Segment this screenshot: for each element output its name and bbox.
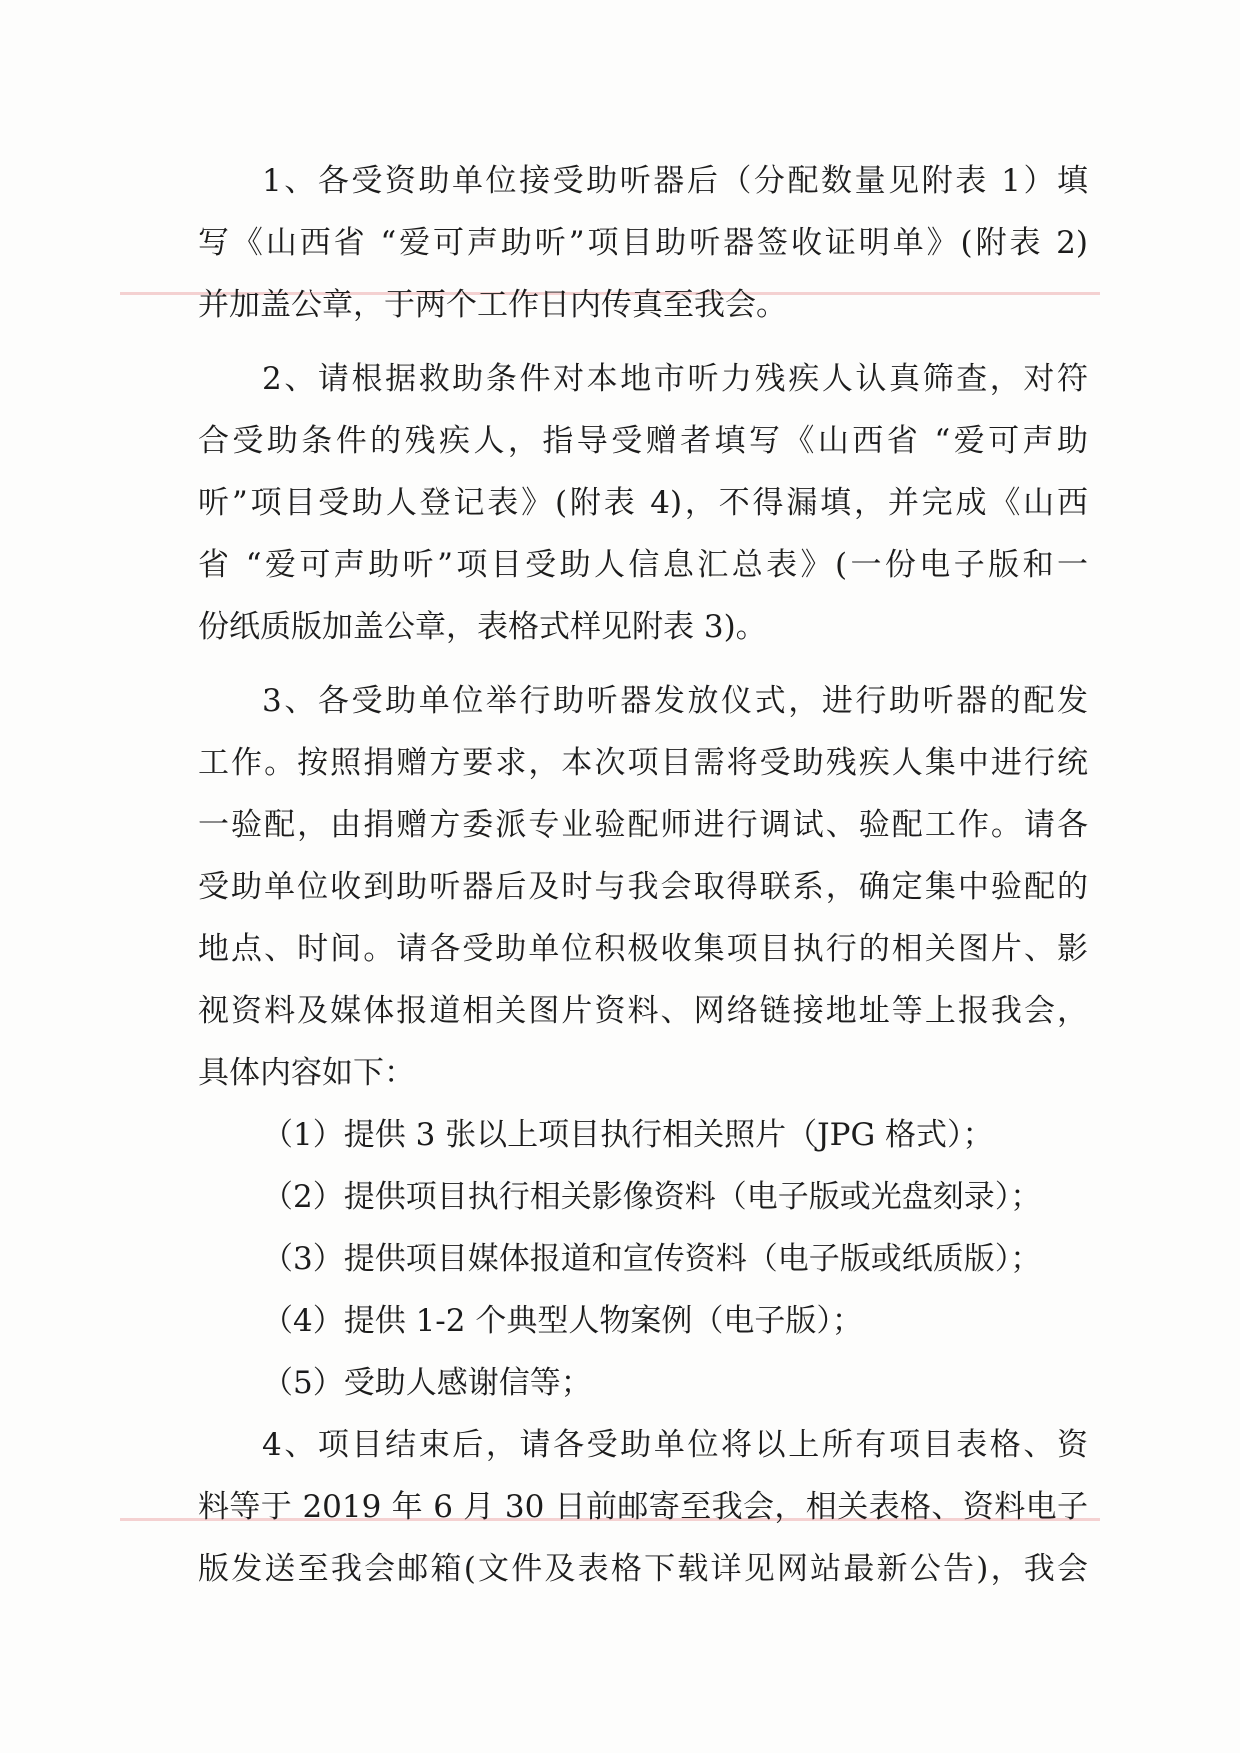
list-item: （1）提供 3 张以上项目执行相关照片（JPG 格式）； bbox=[262, 1117, 994, 1153]
text-line: 合受助条件的残疾人，指导受赠者填写《山西省 “爱可声助 bbox=[198, 423, 1088, 459]
paragraph-2 bbox=[198, 348, 1088, 658]
list-item: （4）提供 1-2 个典型人物案例（电子版）； bbox=[262, 1303, 863, 1339]
content-list bbox=[198, 1104, 1088, 1414]
paragraph-4 bbox=[198, 1414, 1088, 1600]
text-line: 视资料及媒体报道相关图片资料、网络链接地址等上报我会， bbox=[198, 993, 1088, 1029]
text-line: 受助单位收到助听器后及时与我会取得联系，确定集中验配的 bbox=[198, 869, 1088, 905]
text-line: 1、各受资助单位接受助听器后（分配数量见附表 1）填 bbox=[262, 163, 1088, 199]
text-line: 地点、时间。请各受助单位积极收集项目执行的相关图片、影 bbox=[198, 931, 1088, 967]
text-line: 4、项目结束后，请各受助单位将以上所有项目表格、资 bbox=[262, 1427, 1088, 1463]
text-line: 2、请根据救助条件对本地市听力残疾人认真筛查，对符 bbox=[262, 361, 1088, 397]
text-line: 并加盖公章，于两个工作日内传真至我会。 bbox=[198, 287, 787, 323]
text-line: 听”项目受助人登记表》(附表 4)，不得漏填，并完成《山西 bbox=[198, 485, 1088, 521]
list-item: （5）受助人感谢信等； bbox=[262, 1365, 592, 1401]
text-line: 写《山西省 “爱可声助听”项目助听器签收证明单》(附表 2) bbox=[198, 225, 1088, 261]
text-line: 份纸质版加盖公章，表格式样见附表 3)。 bbox=[198, 609, 767, 645]
text-line: 料等于 2019 年 6 月 30 日前邮寄至我会，相关表格、资料电子 bbox=[198, 1489, 1088, 1525]
document-body bbox=[198, 150, 1088, 1600]
text-line: 3、各受助单位举行助听器发放仪式，进行助听器的配发 bbox=[262, 683, 1088, 719]
text-line: 具体内容如下： bbox=[198, 1055, 415, 1091]
list-item: （3）提供项目媒体报道和宣传资料（电子版或纸质版）； bbox=[262, 1241, 1042, 1277]
text-line: 工作。按照捐赠方要求，本次项目需将受助残疾人集中进行统 bbox=[198, 745, 1088, 781]
text-line: 省 “爱可声助听”项目受助人信息汇总表》(一份电子版和一 bbox=[198, 547, 1088, 583]
text-line: 版发送至我会邮箱(文件及表格下载详见网站最新公告)，我会 bbox=[198, 1551, 1088, 1587]
paragraph-3 bbox=[198, 670, 1088, 1104]
paragraph-1 bbox=[198, 150, 1088, 336]
list-item: （2）提供项目执行相关影像资料（电子版或光盘刻录）； bbox=[262, 1179, 1042, 1215]
text-line: 一验配，由捐赠方委派专业验配师进行调试、验配工作。请各 bbox=[198, 807, 1088, 843]
